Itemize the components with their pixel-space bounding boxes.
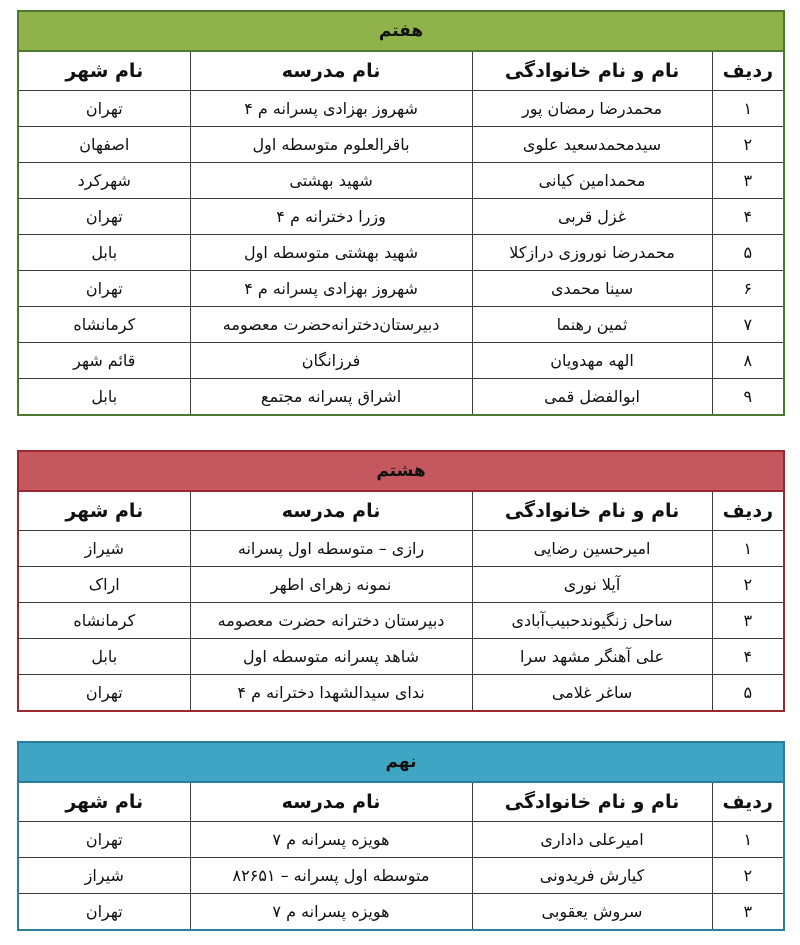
- row-city: اراک: [18, 567, 190, 603]
- table-row: [18, 127, 784, 163]
- header-row: [18, 782, 784, 822]
- row-name: ثمین رهنما: [472, 307, 712, 343]
- row-index: ۶: [712, 271, 784, 307]
- header-city: نام شهر: [18, 491, 190, 531]
- table-row: [18, 235, 784, 271]
- row-school: شهروز بهزادی پسرانه م ۴: [190, 91, 472, 127]
- table-row: [18, 894, 784, 931]
- row-name: محمدرضا رمضان پور: [472, 91, 712, 127]
- header-name: نام و نام خانوادگی: [472, 782, 712, 822]
- row-index: ۱: [712, 531, 784, 567]
- row-school: فرزانگان: [190, 343, 472, 379]
- row-city: تهران: [18, 271, 190, 307]
- row-school: اشراق پسرانه مجتمع: [190, 379, 472, 416]
- row-city: شیراز: [18, 858, 190, 894]
- row-school: دبیرستان دخترانه حضرت معصومه: [190, 603, 472, 639]
- table-row: [18, 91, 784, 127]
- row-index: ۲: [712, 127, 784, 163]
- row-city: کرمانشاه: [18, 307, 190, 343]
- header-city: نام شهر: [18, 782, 190, 822]
- row-name: سیدمحمدسعید علوی: [472, 127, 712, 163]
- row-index: ۲: [712, 858, 784, 894]
- row-school: هویزه پسرانه م ۷: [190, 894, 472, 931]
- row-city: اصفهان: [18, 127, 190, 163]
- row-index: ۲: [712, 567, 784, 603]
- row-index: ۳: [712, 603, 784, 639]
- table-row: [18, 603, 784, 639]
- row-city: تهران: [18, 91, 190, 127]
- row-index: ۱: [712, 822, 784, 858]
- row-city: شهرکرد: [18, 163, 190, 199]
- table-row: [18, 531, 784, 567]
- row-name: ساحل زنگیوندحبیب‌آبادی: [472, 603, 712, 639]
- grade8-table: [17, 450, 785, 712]
- row-name: آیلا نوری: [472, 567, 712, 603]
- table-row: [18, 822, 784, 858]
- row-school: رازی – متوسطه اول پسرانه: [190, 531, 472, 567]
- row-school: ندای سیدالشهدا دخترانه م ۴: [190, 675, 472, 712]
- table-row: [18, 639, 784, 675]
- row-name: محمدرضا نوروزی درازکلا: [472, 235, 712, 271]
- grade8-title: هشتم: [18, 451, 784, 491]
- row-school: باقرالعلوم متوسطه اول: [190, 127, 472, 163]
- table-row: [18, 199, 784, 235]
- row-name: غزل قربی: [472, 199, 712, 235]
- row-city: تهران: [18, 199, 190, 235]
- table-row: [18, 343, 784, 379]
- grade9-title: نهم: [18, 742, 784, 782]
- table-row: [18, 163, 784, 199]
- header-name: نام و نام خانوادگی: [472, 51, 712, 91]
- header-index: ردیف: [712, 782, 784, 822]
- row-city: قائم شهر: [18, 343, 190, 379]
- header-school: نام مدرسه: [190, 51, 472, 91]
- row-index: ۴: [712, 639, 784, 675]
- row-city: تهران: [18, 822, 190, 858]
- row-name: کیارش فریدونی: [472, 858, 712, 894]
- row-city: تهران: [18, 894, 190, 931]
- table-row: [18, 858, 784, 894]
- row-name: الهه مهدویان: [472, 343, 712, 379]
- table-row: [18, 307, 784, 343]
- row-city: کرمانشاه: [18, 603, 190, 639]
- row-index: ۷: [712, 307, 784, 343]
- header-school: نام مدرسه: [190, 491, 472, 531]
- header-school: نام مدرسه: [190, 782, 472, 822]
- row-school: نمونه زهرای اطهر: [190, 567, 472, 603]
- row-school: دبیرستان‌دخترانه‌حضرت معصومه: [190, 307, 472, 343]
- row-name: امیرعلی داداری: [472, 822, 712, 858]
- row-name: امیرحسین رضایی: [472, 531, 712, 567]
- row-index: ۵: [712, 675, 784, 712]
- row-city: بابل: [18, 235, 190, 271]
- grade7-table: [17, 10, 785, 416]
- row-index: ۹: [712, 379, 784, 416]
- header-row: [18, 51, 784, 91]
- table-row: [18, 567, 784, 603]
- row-name: ابوالفضل قمی: [472, 379, 712, 416]
- row-index: ۵: [712, 235, 784, 271]
- row-index: ۸: [712, 343, 784, 379]
- table-row: [18, 271, 784, 307]
- header-name: نام و نام خانوادگی: [472, 491, 712, 531]
- grade9-table: [17, 741, 785, 931]
- row-city: بابل: [18, 379, 190, 416]
- row-school: شهید بهشتی متوسطه اول: [190, 235, 472, 271]
- row-school: متوسطه اول پسرانه – ۸۲۶۵۱: [190, 858, 472, 894]
- row-index: ۳: [712, 894, 784, 931]
- row-school: شاهد پسرانه متوسطه اول: [190, 639, 472, 675]
- row-city: بابل: [18, 639, 190, 675]
- row-name: ساغر غلامی: [472, 675, 712, 712]
- row-index: ۳: [712, 163, 784, 199]
- row-school: هویزه پسرانه م ۷: [190, 822, 472, 858]
- header-index: ردیف: [712, 51, 784, 91]
- table-row: [18, 675, 784, 712]
- header-index: ردیف: [712, 491, 784, 531]
- table-row: [18, 379, 784, 416]
- row-index: ۱: [712, 91, 784, 127]
- row-name: محمدامین کیانی: [472, 163, 712, 199]
- row-name: علی آهنگر مشهد سرا: [472, 639, 712, 675]
- header-city: نام شهر: [18, 51, 190, 91]
- row-city: شیراز: [18, 531, 190, 567]
- row-name: سروش یعقوبی: [472, 894, 712, 931]
- row-school: وزرا دخترانه م ۴: [190, 199, 472, 235]
- row-city: تهران: [18, 675, 190, 712]
- row-school: شهید بهشتی: [190, 163, 472, 199]
- row-school: شهروز بهزادی پسرانه م ۴: [190, 271, 472, 307]
- header-row: [18, 491, 784, 531]
- row-index: ۴: [712, 199, 784, 235]
- grade7-title: هفتم: [18, 11, 784, 51]
- row-name: سینا محمدی: [472, 271, 712, 307]
